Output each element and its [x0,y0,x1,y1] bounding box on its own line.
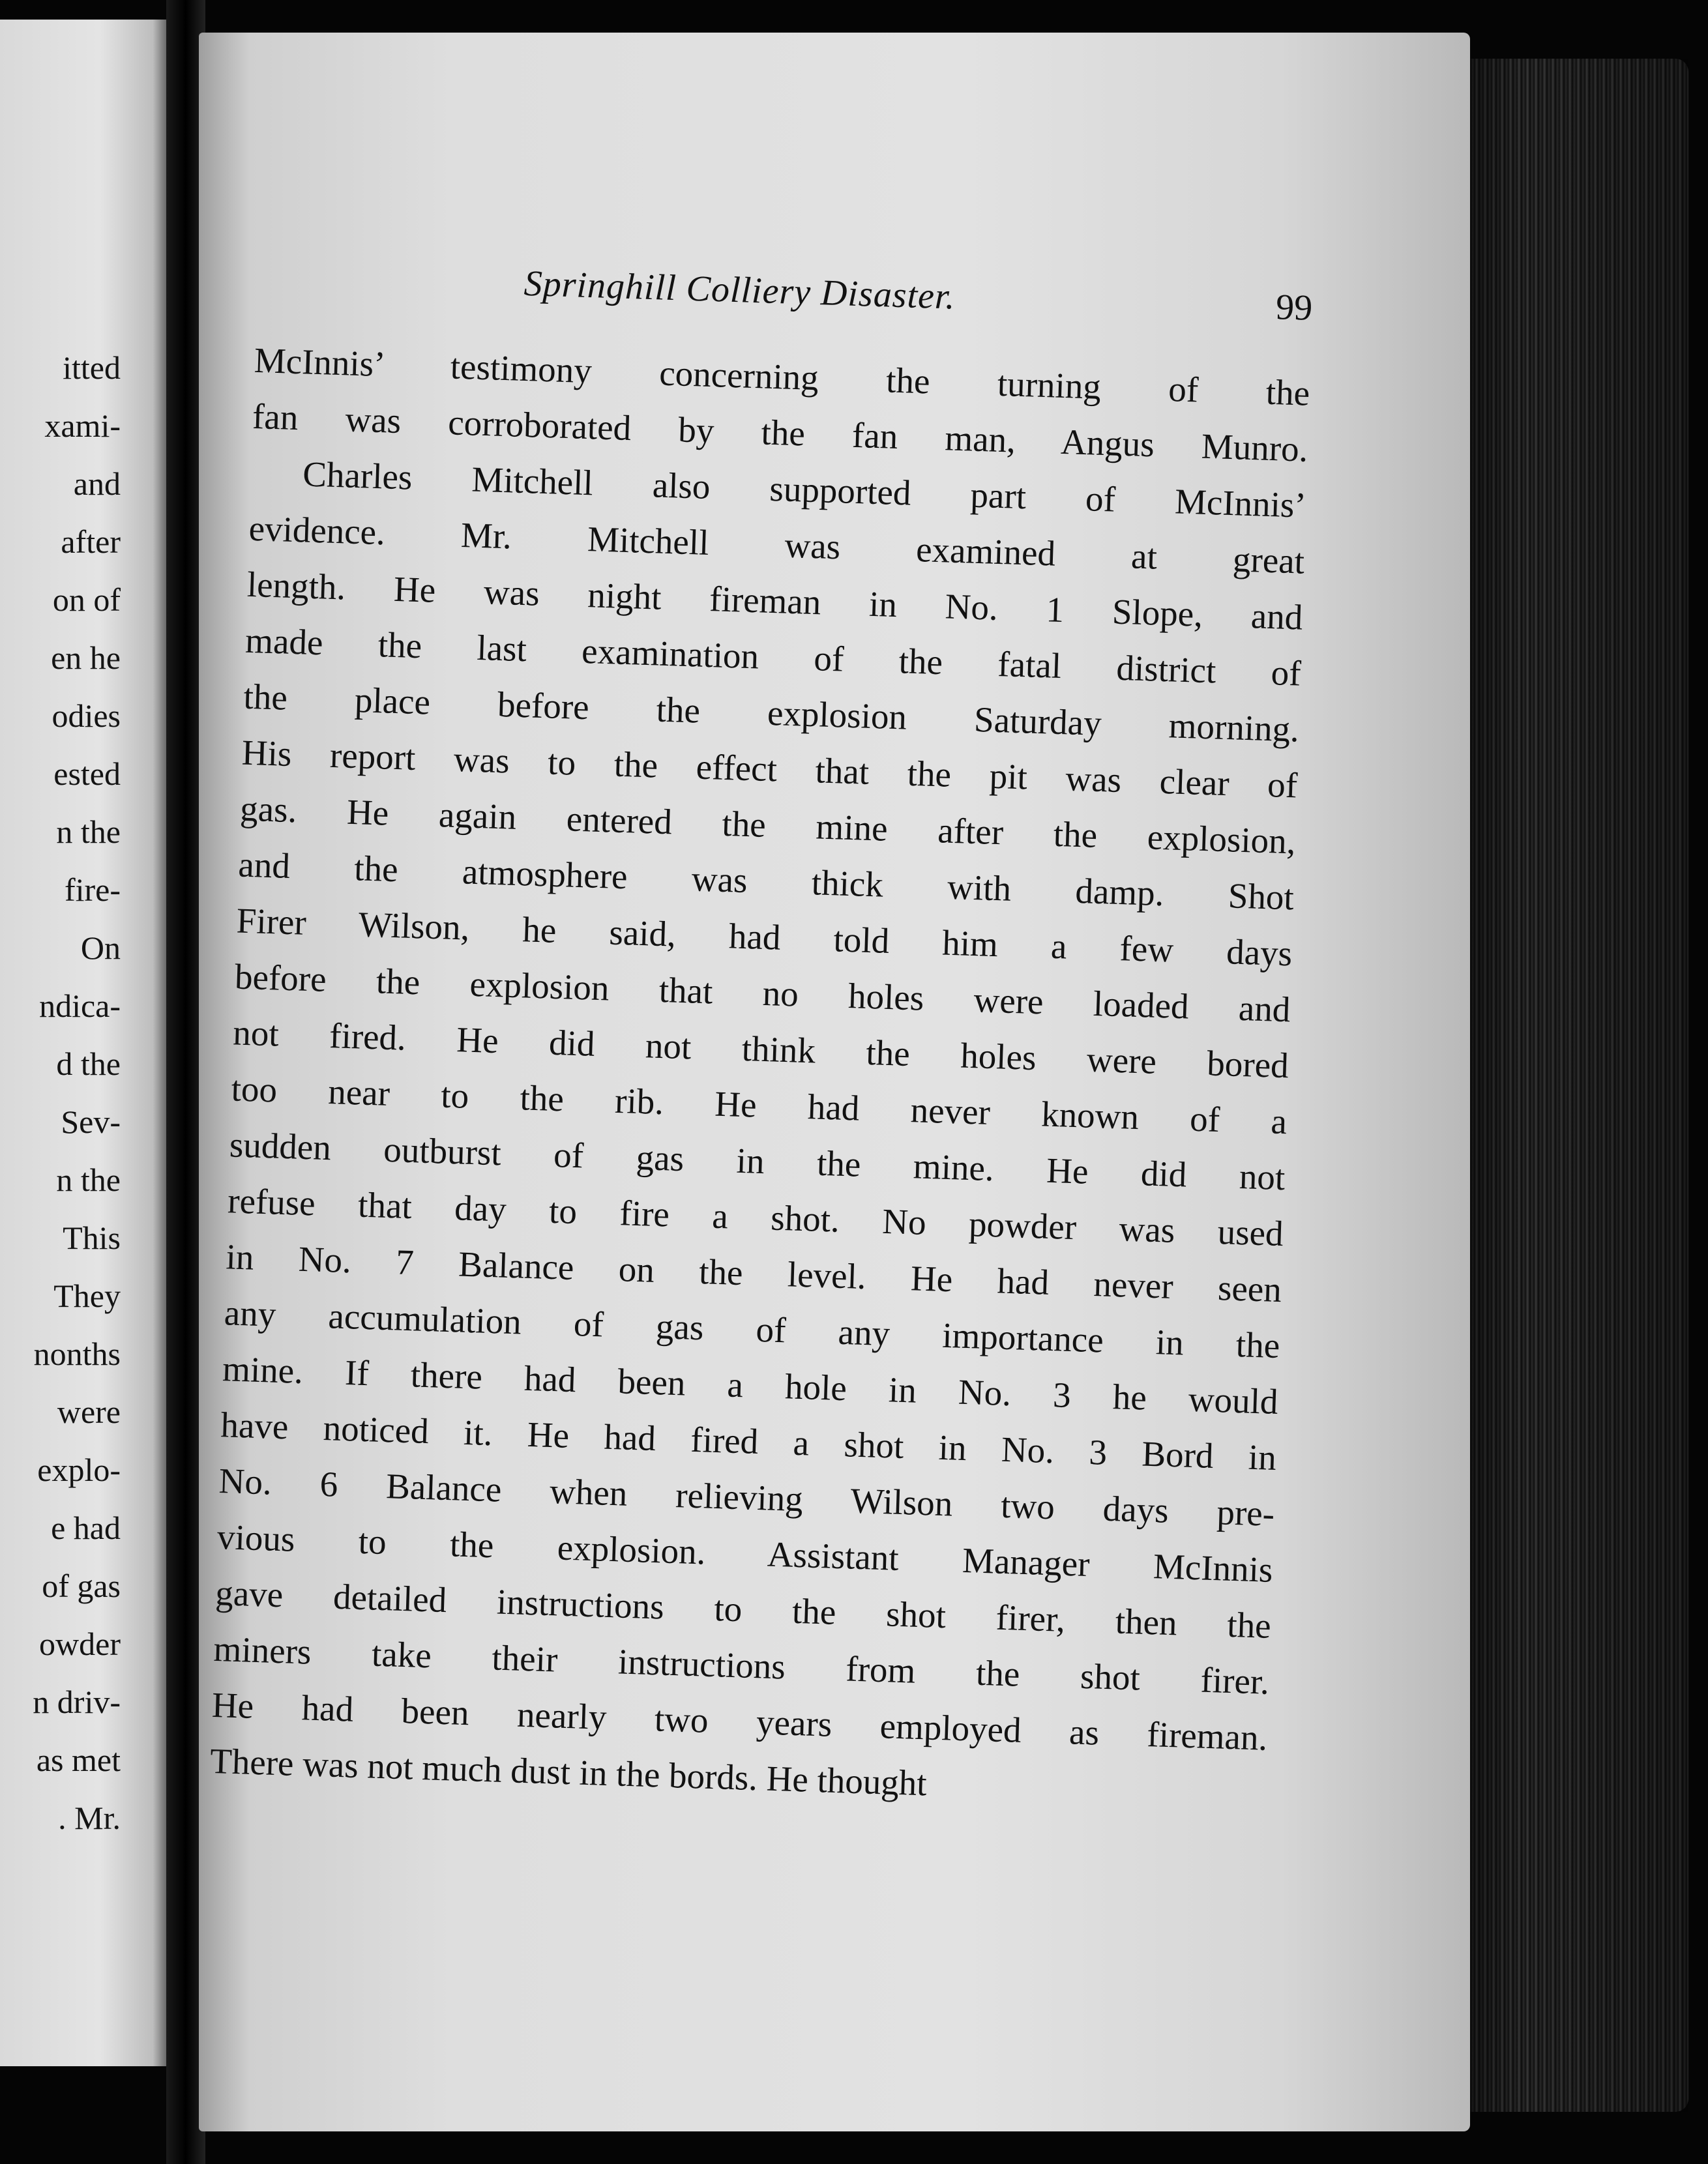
left-line: on of [52,581,121,618]
main-page [199,33,1470,2131]
text-line: in No. 7 Balance on the level. He had never seen [225,1236,1282,1310]
text-line: made the last examination of the fatal district of [244,620,1302,694]
text-line: There was not much dust in the bords. He thought [209,1740,928,1804]
text-line: miners take their instructions from the shot firer. [213,1628,1270,1702]
page-text-block [209,254,1313,1822]
text-line: No. 6 Balance when relieving Wilson two days pre- [218,1461,1276,1534]
text-line: not fired. He did not think the holes were bored [232,1012,1289,1086]
text-line: and the atmosphere was thick with damp. Shot [237,844,1295,918]
left-page-text [0,339,121,1847]
text-line: Charles Mitchell also supported part of McInnis’ [302,454,1307,525]
text-line: sudden outburst of gas in the mine. He did not [229,1124,1286,1198]
running-title: Springhill Colliery Disaster. [523,263,956,317]
left-line: were [57,1394,121,1430]
text-line: gave detailed instructions to the shot firer, then the [214,1573,1272,1646]
left-line: d the [56,1045,121,1082]
left-line: On [80,929,121,966]
left-line: of gas [42,1568,121,1604]
text-line: Firer Wilson, he said, had told him a few days [235,900,1293,974]
left-line: e had [51,1510,121,1546]
left-line: xami- [44,407,121,444]
facing-left-page [0,20,166,2066]
left-line: owder [39,1626,121,1662]
text-line: McInnis’ testimony concerning the turning of the [253,340,1311,413]
text-line: length. He was night fireman in No. 1 Slope, and [246,564,1304,637]
left-line: itted [63,349,121,386]
text-line: gas. He again entered the mine after the explosion, [239,788,1297,862]
left-line: en he [51,639,121,676]
text-line: too near to the rib. He had never known of a [230,1068,1288,1142]
left-line: ested [53,755,121,792]
text-line: He had been nearly two years employed as fireman. [211,1684,1269,1758]
left-line: fire- [64,871,121,908]
left-line: after [61,523,121,560]
text-line: refuse that day to fire a shot. No powder was used [227,1180,1284,1254]
left-line: explo- [37,1452,121,1488]
text-line: His report was to the effect that the pit was clear of [241,732,1299,806]
text-line: the place before the explosion Saturday morning. [243,676,1300,750]
text-line: before the explosion that no holes were loaded and [234,956,1291,1030]
left-line: odies [52,697,121,734]
left-line: and [73,465,121,502]
fore-edge-shadow [1454,59,1688,2112]
left-line: Sev- [61,1104,121,1140]
text-line: any accumulation of gas of any importance in the [224,1293,1281,1366]
text-line: evidence. Mr. Mitchell was examined at great [248,508,1305,581]
text-line: vious to the explosion. Assistant Manager McInnis [216,1517,1274,1590]
page-number: 99 [1275,287,1314,329]
left-line: ndica- [39,987,121,1024]
left-line: . Mr. [58,1800,121,1836]
text-line: mine. If there had been a hole in No. 3 he would [222,1349,1279,1422]
left-line: n the [56,813,121,850]
text-line: have noticed it. He had fired a shot in No. 3 Bord in [220,1405,1277,1478]
left-line: n driv- [33,1684,121,1720]
left-line: n the [56,1162,121,1198]
body-text [209,332,1310,1822]
left-line: They [53,1278,121,1314]
left-line: nonths [33,1336,121,1372]
text-line: fan was corroborated by the fan man, Angus Munro. [252,396,1309,469]
left-line: as met [36,1742,121,1778]
left-line: This [63,1220,121,1256]
